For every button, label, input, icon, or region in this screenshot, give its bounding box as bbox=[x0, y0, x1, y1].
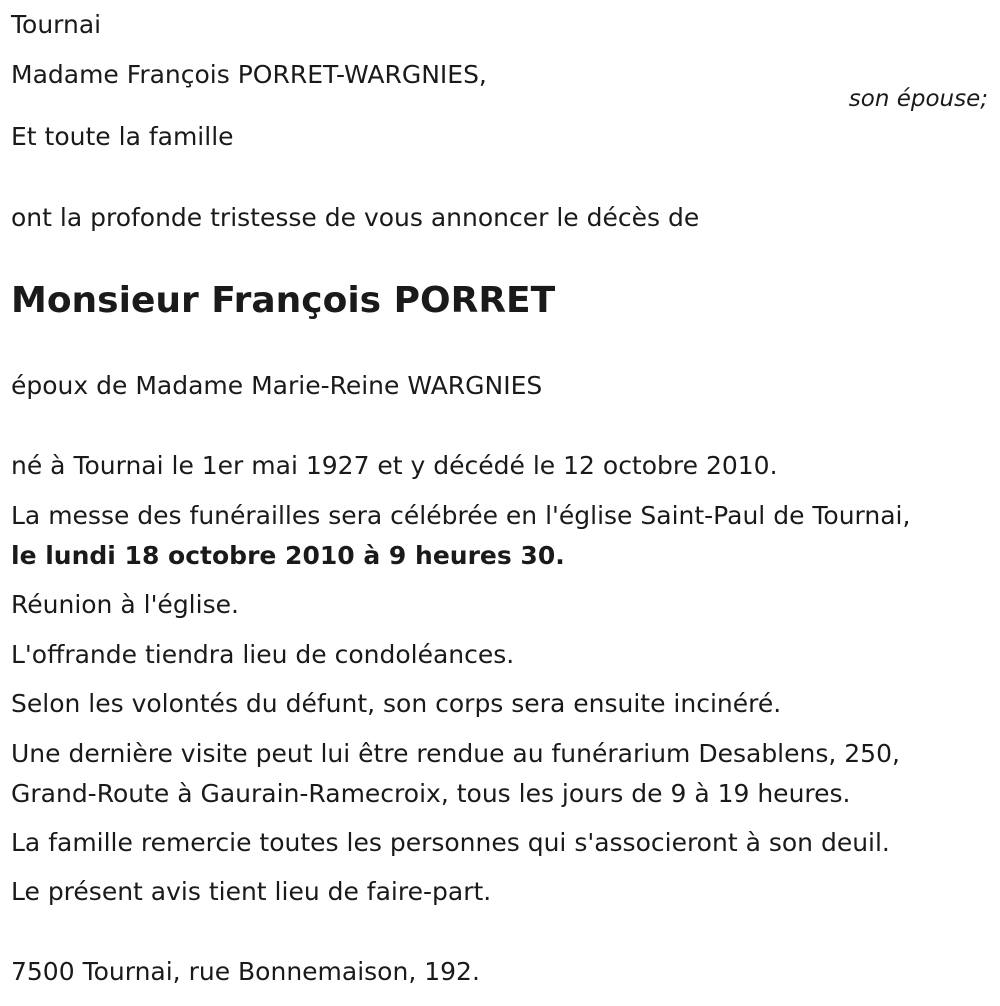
offering-line: L'offrande tiendra lieu de condoléances. bbox=[11, 640, 515, 669]
address-line: 7500 Tournai, rue Bonnemaison, 192. bbox=[11, 957, 480, 986]
city-line: Tournai bbox=[11, 10, 102, 39]
visit-line-1: Une dernière visite peut lui être rendue au funérarium Desablens, 250, bbox=[11, 739, 900, 768]
announcement-line: ont la profonde tristesse de vous annoncer le décès de bbox=[11, 203, 700, 232]
deceased-name: Monsieur François PORRET bbox=[11, 280, 556, 321]
mass-line: La messe des funérailles sera célébrée en l'église Saint-Paul de Tournai, bbox=[11, 501, 911, 530]
widow-relation: son épouse; bbox=[848, 86, 988, 112]
notice-line: Le présent avis tient lieu de faire-part. bbox=[11, 877, 492, 906]
funeral-datetime: le lundi 18 octobre 2010 à 9 heures 30. bbox=[11, 541, 565, 570]
cremation-line: Selon les volontés du défunt, son corps sera ensuite incinéré. bbox=[11, 689, 782, 718]
birth-death-line: né à Tournai le 1er mai 1927 et y décédé le 12 octobre 2010. bbox=[11, 451, 778, 480]
spouse-line: époux de Madame Marie-Reine WARGNIES bbox=[11, 371, 543, 400]
thanks-line: La famille remercie toutes les personnes qui s'associeront à son deuil. bbox=[11, 828, 890, 857]
widow-line: Madame François PORRET-WARGNIES, bbox=[11, 60, 487, 89]
visit-line-2: Grand-Route à Gaurain-Ramecroix, tous les jours de 9 à 19 heures. bbox=[11, 779, 851, 808]
meeting-line: Réunion à l'église. bbox=[11, 590, 239, 619]
family-line: Et toute la famille bbox=[11, 122, 234, 151]
